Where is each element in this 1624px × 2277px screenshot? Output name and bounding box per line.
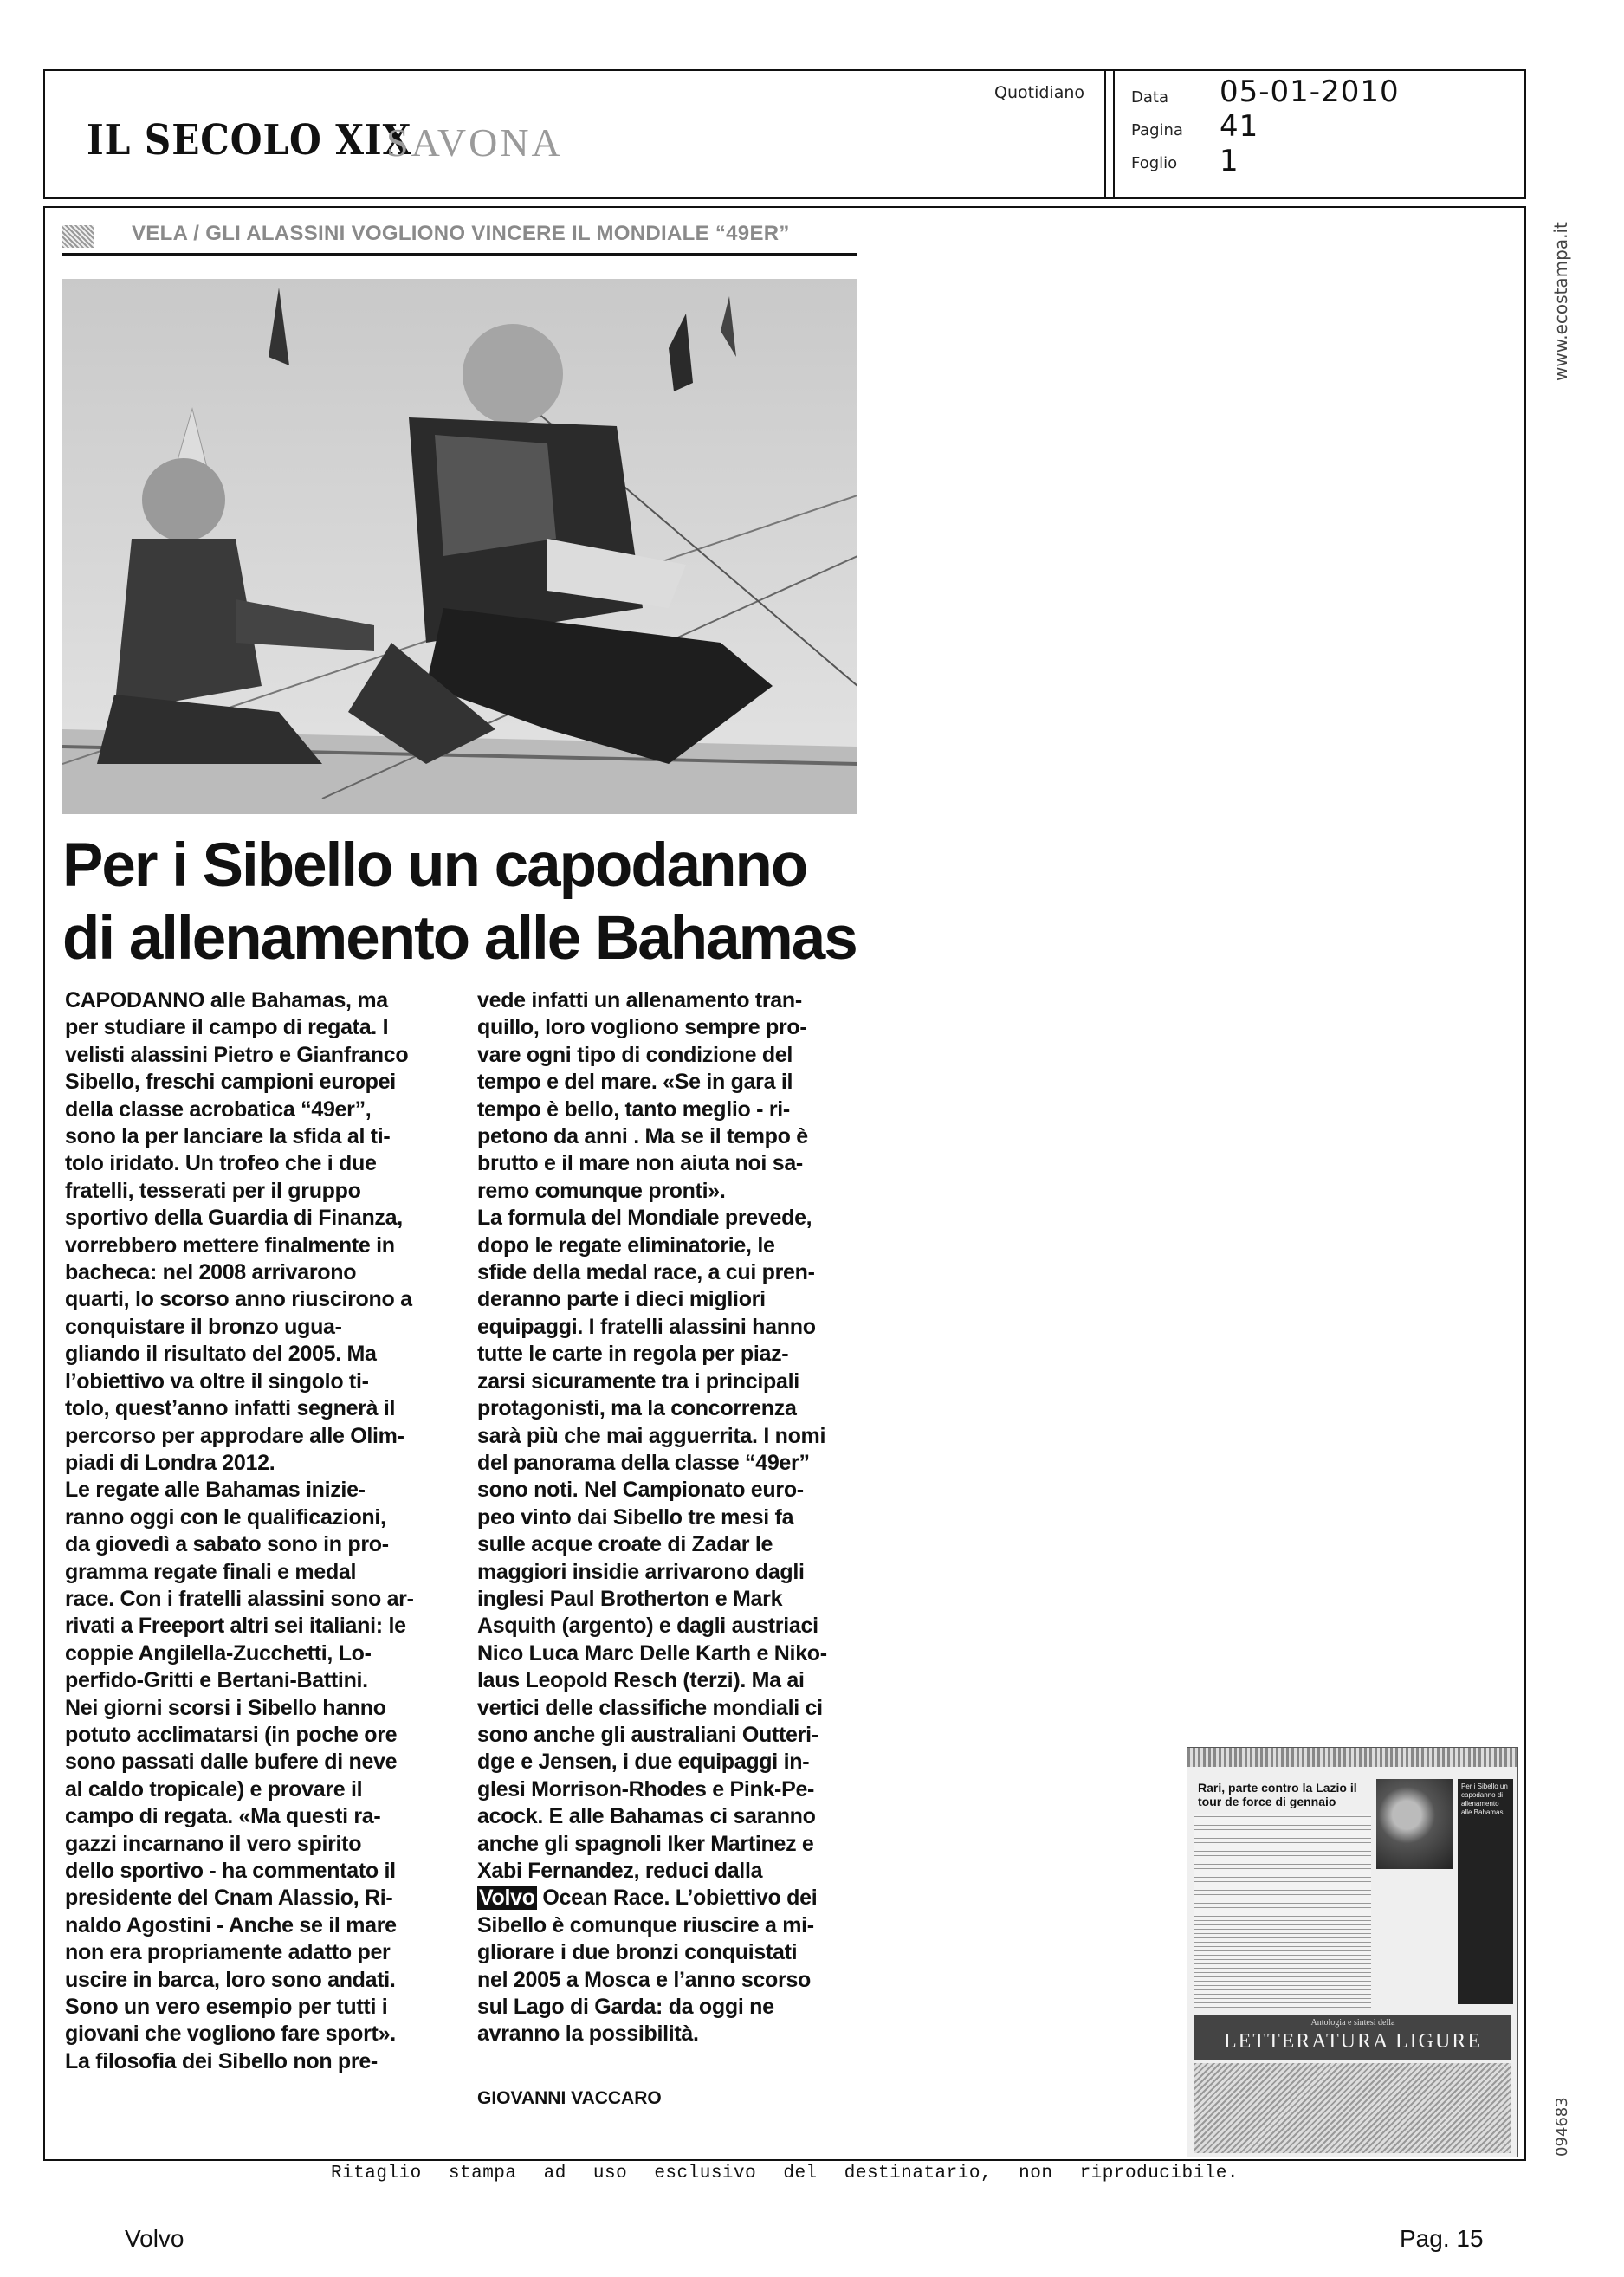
publication-type: Quotidiano [994, 83, 1084, 102]
copyright-notice: Ritaglio stampa ad uso esclusivo del destinatario, non riproducibile. [330, 2164, 1239, 2183]
footer-keyword: Volvo [125, 2225, 184, 2252]
edition-name: SAVONA [386, 120, 563, 165]
kicker-marker [62, 225, 94, 248]
newspaper-name: IL SECOLO XIX [87, 116, 412, 165]
page-label: Pagina [1131, 121, 1183, 139]
sheet-value: 1 [1220, 144, 1239, 178]
headline-line: di allenamento alle Bahamas [62, 904, 857, 973]
thumbnail-masthead [1187, 1748, 1517, 1767]
article-photo [62, 279, 857, 814]
newspaper-header [43, 69, 1526, 199]
headline-line: Per i Sibello un capodanno [62, 831, 807, 900]
article-headline [62, 830, 894, 975]
column-2-text-after: Ocean Race. L’obiettivo dei Sibello è comunque riuscire a mi- gliorare i due bronzi conquistati nel 2005 a Mosca e l’anno scorso sul Lago di Garda: da oggi ne avranno la possibilità. [477, 1886, 818, 2047]
article-column-1: CAPODANNO alle Bahamas, ma per studiare il campo di regata. I velisti alassini Pietro e Gianfranco Sibello, freschi campioni europei della classe acrobatica “49er”, sono la per lanciare la sfida al ti- tolo iridato. Un trofeo che i due fratelli, tesserati per il gruppo sportivo della Guardia di Finanza, vorrebbero mettere finalmente in bacheca: nel 2008 arrivarono quarti, lo scorso anno riuscirono a conquistare il bronzo ugua- gliando il risultato del 2005. Ma l’obiettivo va oltre il singolo ti- tolo, quest’anno infatti segnerà il percorso per approdare alle Olim- piadi di Londra 2012. Le regate alle Bahamas inizie- ranno oggi con le qualificazioni, da giovedì a sabato sono in pro- gramma regate finali e medal race. Con i fratelli alassini sono ar- rivati a Freeport altri sei italiani: le coppie Angilella-Zucchetti, Lo- perfido-Gritti e Bertani-Battini. Nei giorni scorsi i Sibello hanno potuto acclimatarsi (in poche ore sono passati dalle bufere di neve al caldo tropicale) e provare il campo di regata. «Ma questi ra- gazzi incarnano il vero spirito dello sportivo - ha commentato il presidente del Cnam Alassio, Ri- naldo Agostini - Anche se il mare non era propriamente adatto per uscire in barca, loro sono andati. Sono un vero esempio per tutti i giovani che vogliono fare sport». La filosofia dei Sibello non pre- [65, 988, 414, 2073]
thumbnail-photo [1376, 1779, 1453, 1869]
header-divider [1113, 71, 1115, 197]
thumbnail-headline: Rari, parte contro la Lazio il tour de force di gennaio [1198, 1781, 1357, 1808]
date-value: 05-01-2010 [1220, 74, 1400, 109]
clipping-code: 094683 [1553, 2097, 1571, 2157]
header-divider [1104, 71, 1106, 197]
footer-page-number: Pag. 15 [1400, 2225, 1484, 2252]
ecostampa-url: www.ecostampa.it [1550, 222, 1571, 381]
article-kicker: VELA / GLI ALASSINI VOGLIONO VINCERE IL MONDIALE “49ER” [132, 222, 790, 245]
thumbnail-banner-title: LETTERATURA LIGURE [1224, 2030, 1482, 2053]
masthead [87, 116, 563, 165]
page-thumbnail [1187, 1747, 1518, 2157]
sailing-photo-illustration [62, 279, 857, 814]
column-2-text-before: vede infatti un allenamento tran- quillo, loro vogliono sempre pro- vare ogni tipo di condizione del tempo e del mare. «Se in gara il tempo è bello, tanto meglio - ri- petono da anni . Ma se il tempo è brutto e il mare non aiuta noi sa- remo comunque pronti». La formula del Mondiale prevede, dopo le regate eliminatorie, le sfide della medal race, a cui pren- deranno parte i dieci migliori equipaggi. I fratelli alassini hanno tutte le carte in regola per piaz- zarsi sicuramente tra i principali protagonisti, ma la concorrenza sarà più che mai agguerrita. I nomi del panorama della classe “49er” sono noti. Nel Campionato euro- peo vinto dai Sibello tre mesi fa sulle acque croate di Zadar le maggiori insidie arrivarono dagli inglesi Paul Brotherton e Mark Asquith (argento) e dagli austriaci Nico Luca Marc Delle Karth e Niko- laus Leopold Resch (terzi). Ma ai vertici delle classifiche mondiali ci sono anche gli australiani Outteri- dge e Jensen, i due equipaggi in- glesi Morrison-Rhodes e Pink-Pe- acock. E alle Bahamas ci saranno anche gli spagnoli Iker Martinez e Xabi Fernandez, reduci dalla [477, 988, 827, 1883]
article-column-2 [477, 987, 858, 2048]
thumbnail-bottom-image [1194, 2063, 1511, 2153]
sheet-label: Foglio [1131, 154, 1178, 172]
article-author: GIOVANNI VACCARO [477, 2088, 662, 2108]
kicker-rule [62, 253, 857, 256]
highlighted-keyword: Volvo [479, 1886, 535, 1911]
thumbnail-column-text: Per i Sibello un capodanno di allenamento alle Bahamas [1461, 1782, 1508, 1816]
thumbnail-banner-subtitle: Antologia e sintesi della [1310, 2018, 1395, 2028]
thumbnail-banner [1194, 2015, 1511, 2060]
date-label: Data [1131, 88, 1168, 107]
thumbnail-text-block [1194, 1814, 1371, 2008]
page-value: 41 [1220, 109, 1259, 144]
